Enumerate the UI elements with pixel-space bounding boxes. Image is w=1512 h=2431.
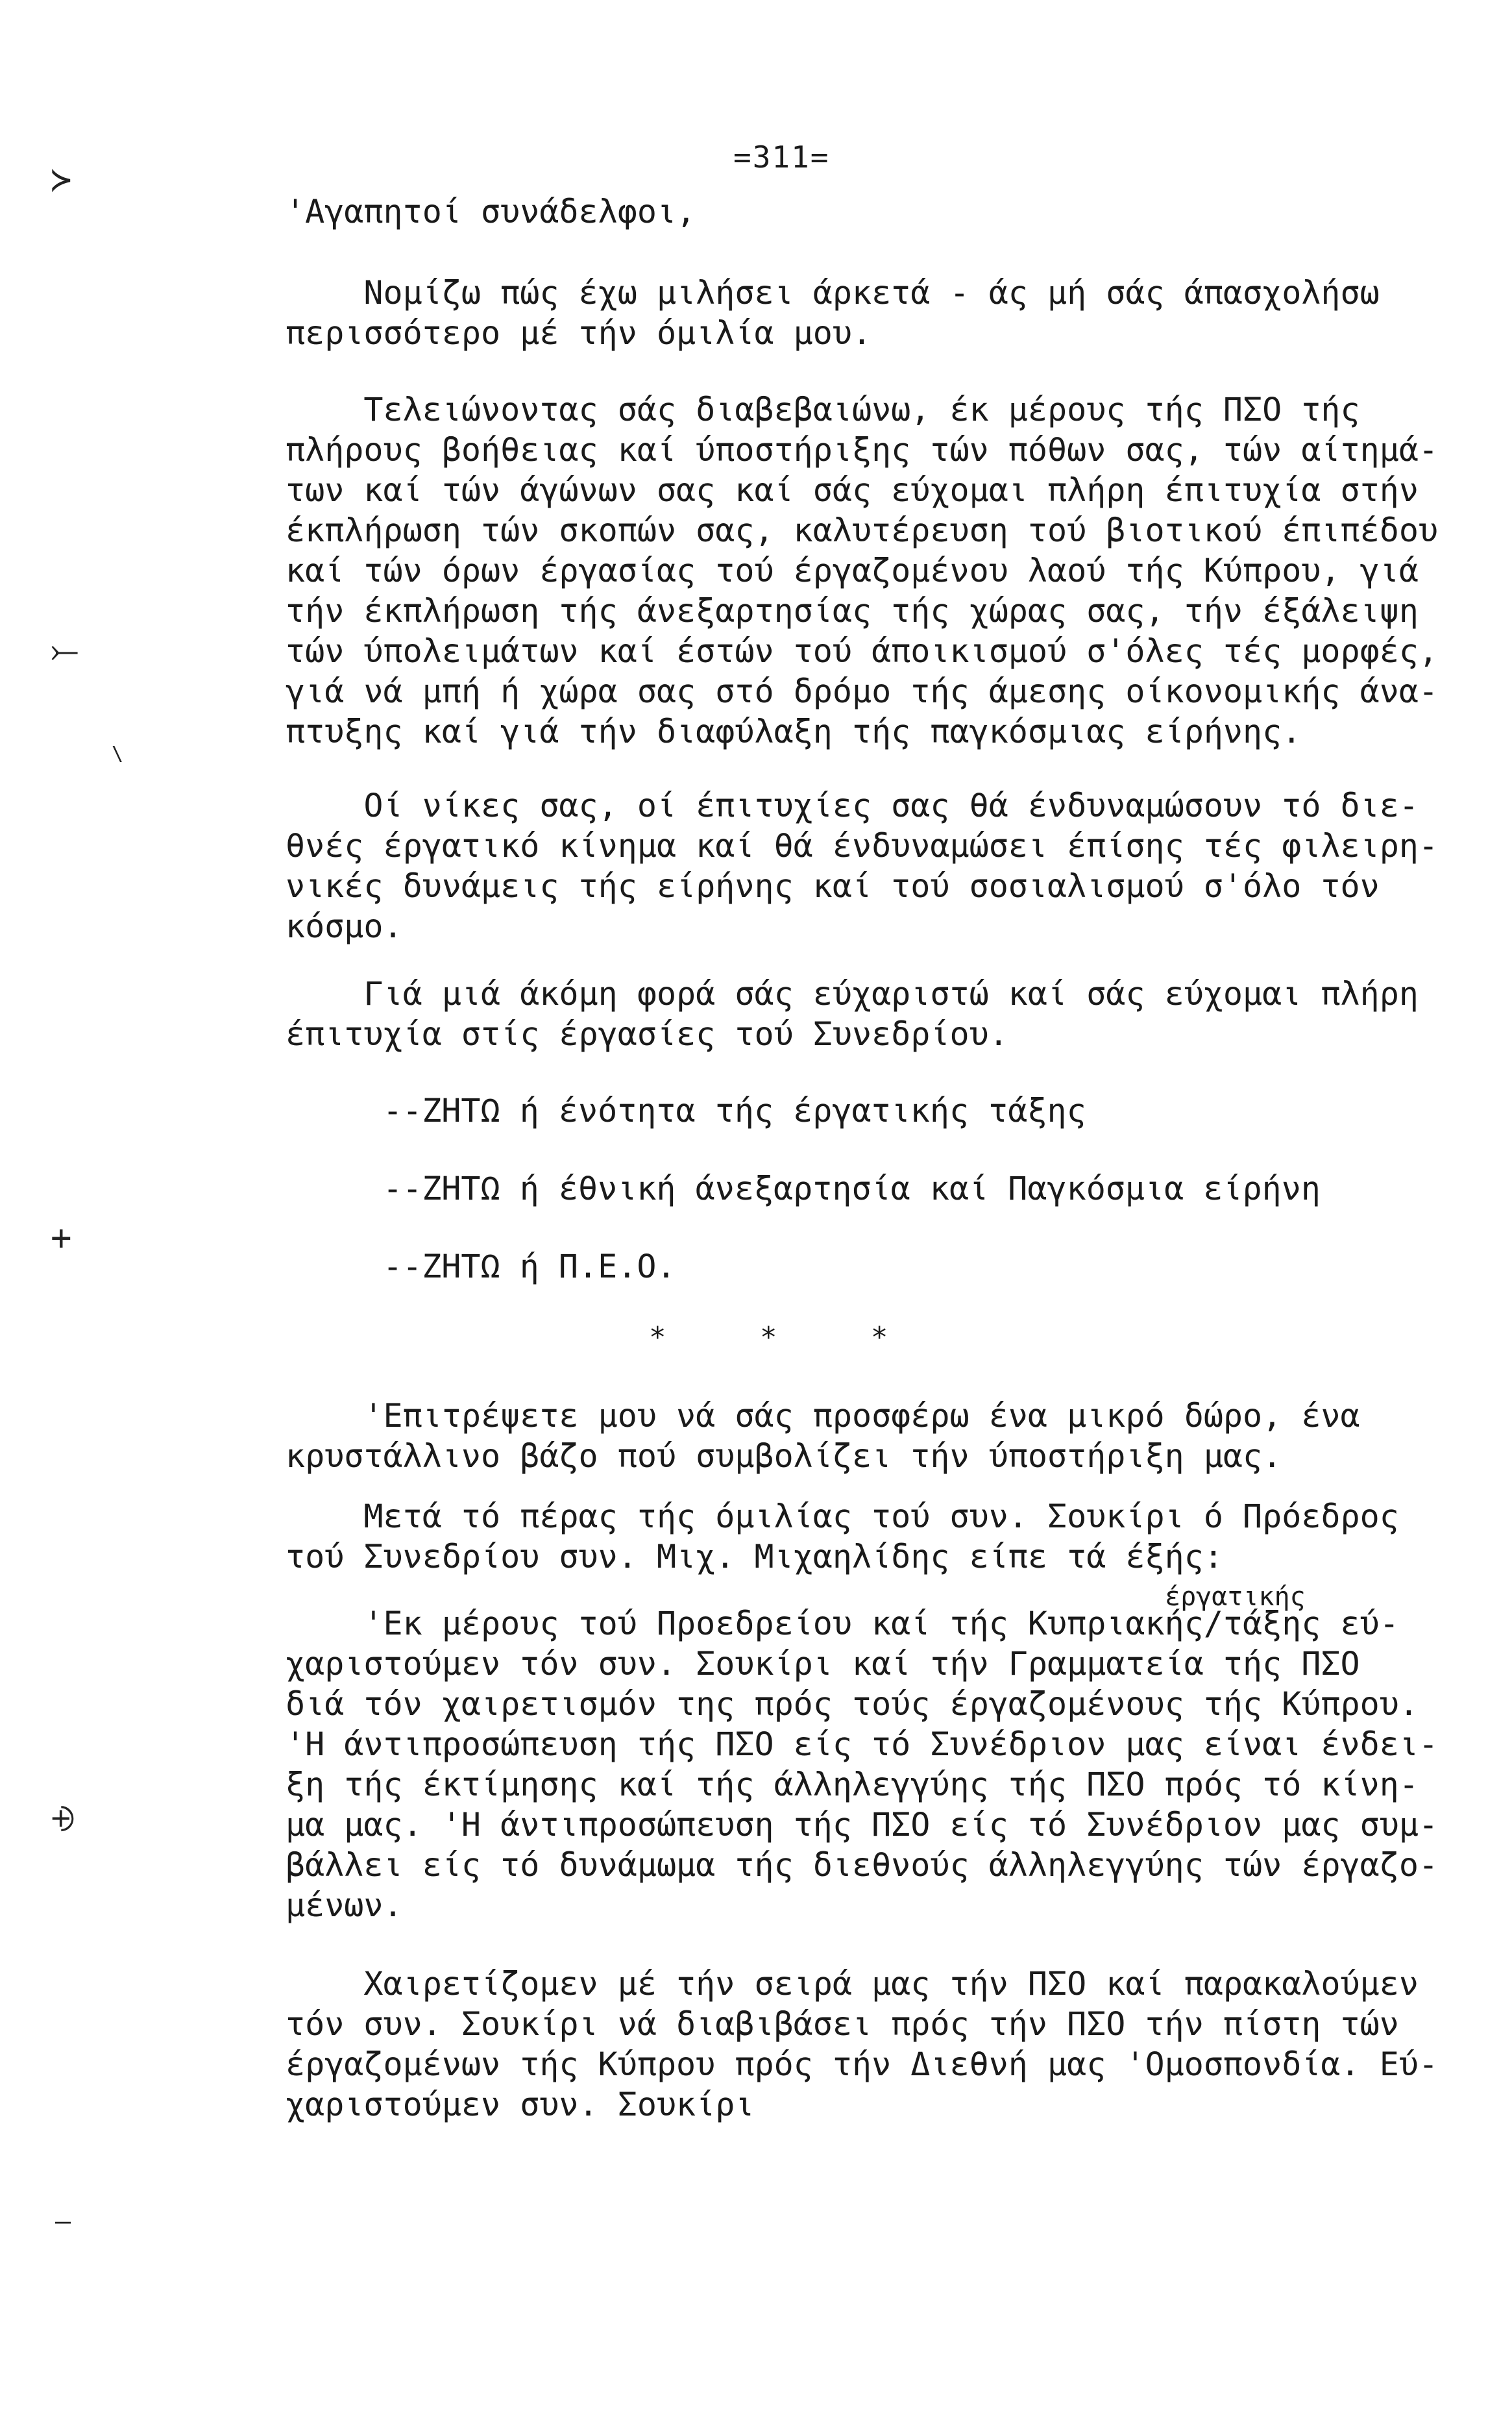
- text-line: 'Η άντιπροσώπευση τής ΠΣΟ είς τό Συνέδριον μας είναι ένδει-: [286, 1725, 1439, 1763]
- text-line: περισσότερο μέ τήν όμιλία μου.: [286, 314, 872, 352]
- text-line: Τελειώνοντας σάς διαβεβαιώνω, έκ μέρους τής ΠΣΟ τής: [286, 391, 1360, 428]
- text-line: Νομίζω πώς έχω μιλήσει άρκετά - άς μή σάς άπασχολήσω: [286, 274, 1380, 312]
- section-separator: [649, 1318, 889, 1358]
- margin-pen-mark: —: [55, 2206, 71, 2236]
- text-line: νικές δυνάμεις τής είρήνης καί τού σοσιαλισμού σ'όλο τόν: [286, 867, 1380, 905]
- text-line: βάλλει είς τό δυνάμωμα τής διεθνούς άλληλεγγύης τών έργαζο-: [286, 1846, 1439, 1884]
- paragraph-5: [286, 1396, 1360, 1476]
- text-line: τών ύπολειμάτων καί έστών τού άποικισμού σ'όλες τές μορφές,: [286, 632, 1439, 670]
- text-line: 'Επιτρέψετε μου νά σάς προσφέρω ένα μικρό δώρο, ένα: [286, 1397, 1360, 1435]
- paragraph-6: [286, 1496, 1399, 1577]
- slogan-2: [383, 1168, 1321, 1209]
- paragraph-4: [286, 974, 1419, 1054]
- text-line: γιά νά μπή ή χώρα σας στό δρόμο τής άμεσης οίκονομικής άνα-: [286, 673, 1439, 710]
- page-number: =311=: [733, 140, 830, 175]
- text-line: * * *: [649, 1321, 890, 1354]
- text-line: --ΖΗΤΩ ή ένότητα τής έργατικής τάξης: [383, 1092, 1086, 1129]
- paragraph-8: [286, 1964, 1438, 2125]
- paragraph-3: [286, 785, 1438, 946]
- text-line: πλήρους βοήθειας καί ύποστήριξης τών πόθων σας, τών αίτημά-: [286, 431, 1439, 469]
- text-line: έργατικής: [1165, 1582, 1306, 1612]
- text-line: έπιτυχία στίς έργασίες τού Συνεδρίου.: [286, 1015, 1008, 1053]
- margin-pen-mark: ⤚: [51, 630, 79, 671]
- text-line: Χαιρετίζομεν μέ τήν σειρά μας τήν ΠΣΟ καί παρακαλούμεν: [286, 1965, 1419, 2003]
- text-line: Μετά τό πέρας τής όμιλίας τού συν. Σουκίρι ό Πρόεδρος: [286, 1498, 1399, 1535]
- text-line: καί τών όρων έργασίας τού έργαζομένου λαού τής Κύπρου, γιά: [286, 552, 1419, 589]
- text-line: χαριστούμεν συν. Σουκίρι: [286, 2086, 755, 2123]
- slogan-1: [383, 1091, 1086, 1131]
- text-line: θνές έργατικό κίνημα καί θά ένδυναμώσει έπίσης τές φιλειρη-: [286, 827, 1439, 865]
- text-line: Οί νίκες σας, οί έπιτυχίες σας θά ένδυναμώσουν τό διε-: [286, 787, 1419, 824]
- slogan-3: [383, 1246, 676, 1287]
- text-line: τήν έκπλήρωση τής άνεξαρτησίας τής χώρας σας, τήν έξάλειψη: [286, 592, 1419, 630]
- text-line: έργαζομένων τής Κύπρου πρός τήν Διεθνή μας 'Ομοσπονδία. Εύ-: [286, 2045, 1439, 2083]
- margin-pen-mark: \: [112, 743, 124, 765]
- paragraph-7: [286, 1603, 1438, 1925]
- margin-pen-mark: +: [51, 1217, 72, 1258]
- text-line: --ΖΗΤΩ ή έθνική άνεξαρτησία καί Παγκόσμια είρήνη: [383, 1170, 1321, 1207]
- text-line: χαριστούμεν τόν συν. Σουκίρι καί τήν Γραμματεία τής ΠΣΟ: [286, 1645, 1360, 1683]
- margin-pen-mark: ≻: [51, 159, 72, 200]
- text-line: των καί τών άγώνων σας καί σάς εύχομαι πλήρη έπιτυχία στήν: [286, 471, 1419, 509]
- text-line: Γιά μιά άκόμη φορά σάς εύχαριστώ καί σάς εύχομαι πλήρη: [286, 975, 1419, 1013]
- margin-pen-mark: ⨮: [51, 1798, 75, 1839]
- salutation: 'Αγαπητοί συνάδελφοι,: [286, 193, 696, 230]
- text-line: 'Εκ μέρους τού Προεδρείου καί τής Κυπριακής/τάξης εύ-: [286, 1605, 1399, 1642]
- text-line: μένων.: [286, 1886, 403, 1924]
- text-line: κρυστάλλινο βάζο πού συμβολίζει τήν ύποστήριξη μας.: [286, 1437, 1282, 1475]
- text-line: τόν συν. Σουκίρι νά διαβιβάσει πρός τήν ΠΣΟ τήν πίστη τών: [286, 2005, 1399, 2043]
- text-line: έκπλήρωση τών σκοπών σας, καλυτέρευση τού βιοτικού έπιπέδου: [286, 512, 1439, 549]
- paragraph-1: [286, 273, 1380, 353]
- text-line: ξη τής έκτίμησης καί τής άλληλεγγύης τής ΠΣΟ πρός τό κίνη-: [286, 1766, 1419, 1803]
- paragraph-2: [286, 389, 1438, 752]
- text-line: --ΖΗΤΩ ή Π.Ε.Ο.: [383, 1248, 676, 1285]
- text-line: κόσμο.: [286, 907, 403, 945]
- text-line: πτυξης καί γιά τήν διαφύλαξη τής παγκόσμιας είρήνης.: [286, 713, 1302, 750]
- text-line: τού Συνεδρίου συν. Μιχ. Μιχαηλίδης είπε τά έξής:: [286, 1538, 1223, 1575]
- text-line: μα μας. 'Η άντιπροσώπευση τής ΠΣΟ είς τό Συνέδριον μας συμ-: [286, 1806, 1439, 1844]
- text-line: διά τόν χαιρετισμόν της πρός τούς έργαζομένους τής Κύπρου.: [286, 1685, 1419, 1723]
